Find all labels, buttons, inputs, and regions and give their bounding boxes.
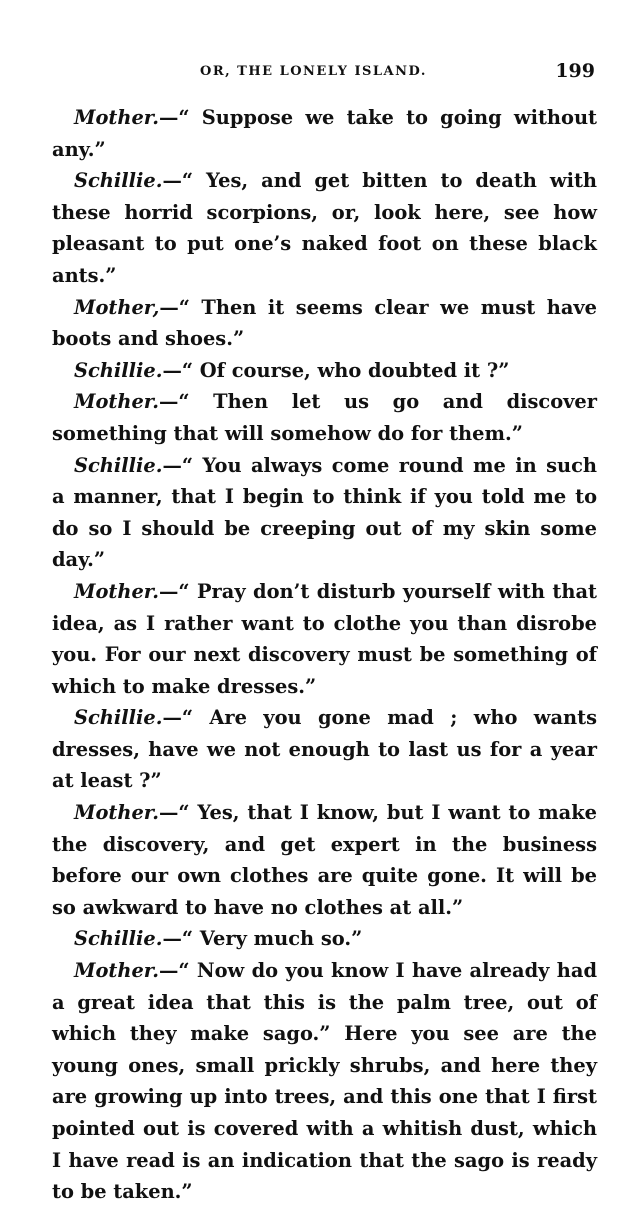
speaker-name: Schillie. xyxy=(74,169,163,193)
dialogue-paragraph xyxy=(52,355,597,387)
speaker-name: Schillie. xyxy=(74,927,163,951)
dialogue-paragraph xyxy=(52,702,597,797)
dialogue-line: —“ Now do you know I have already had a great idea that this is the palm tree, out of which they make sago.” Here you see are the young ones, small prickly shrubs, and here they are growing up into trees, and this one that I first pointed out is covered with a whitish dust, which I have read is an indication that the sago is ready to be taken.” xyxy=(52,959,597,1204)
dialogue-line: —“ Of course, who doubted it ?” xyxy=(162,358,510,382)
dialogue-paragraph xyxy=(52,165,597,291)
speaker-name: Schillie. xyxy=(74,706,163,730)
dialogue-line: —“ You always come round me in such a manner, that I begin to think if you told me to do so I should be creeping out of my skin some day.” xyxy=(52,453,597,572)
dialogue-line: —“ Yes, that I know, but I want to make the discovery, and get expert in the business before our own clothes are quite gone. It will be so awkward to have no clothes at all.” xyxy=(52,801,597,919)
dialogue-line: —“ Yes, and get bitten to death with these horrid scorpions, or, look here, see how pleasant to put one’s naked foot on these black ants.” xyxy=(52,169,597,287)
dialogue-paragraph xyxy=(52,386,597,449)
dialogue-line: —“ Very much so.” xyxy=(162,927,363,951)
speaker-name: Mother, xyxy=(74,295,160,319)
dialogue-line: —“ Pray don’t disturb yourself with that idea, as I rather want to clothe you than disrobe you. For our next discovery must be something of which to make dresses.” xyxy=(52,579,597,698)
dialogue-paragraph xyxy=(52,292,597,355)
running-title: OR, THE LONELY ISLAND. xyxy=(200,64,427,79)
dialogue-line: —“ Then it seems clear we must have boots and shoes.” xyxy=(52,295,597,351)
speaker-name: Mother. xyxy=(74,106,159,129)
running-head xyxy=(52,60,597,84)
dialogue-paragraph xyxy=(52,955,597,1208)
dialogue-line: —“ Are you gone mad ; who wants dresses, have we not enough to last us for a year at least ?” xyxy=(52,706,597,793)
dialogue-line: —“ Suppose we take to going without any.” xyxy=(52,106,597,161)
dialogue-paragraph xyxy=(52,450,597,576)
dialogue-paragraph xyxy=(52,576,597,702)
speaker-name: Mother. xyxy=(74,390,159,414)
speaker-name: Schillie. xyxy=(74,453,163,477)
dialogue-paragraph xyxy=(52,923,597,955)
speaker-name: Mother. xyxy=(74,801,159,825)
dialogue-paragraph xyxy=(52,102,597,165)
speaker-name: Schillie. xyxy=(74,358,163,382)
dialogue-line: —“ Then let us go and discover something that will somehow do for them.” xyxy=(52,390,597,445)
dialogue-paragraph xyxy=(52,797,597,923)
speaker-name: Mother. xyxy=(74,959,159,983)
page-number: 199 xyxy=(555,60,595,82)
speaker-name: Mother. xyxy=(74,579,159,603)
dialogue-text xyxy=(52,102,597,1208)
